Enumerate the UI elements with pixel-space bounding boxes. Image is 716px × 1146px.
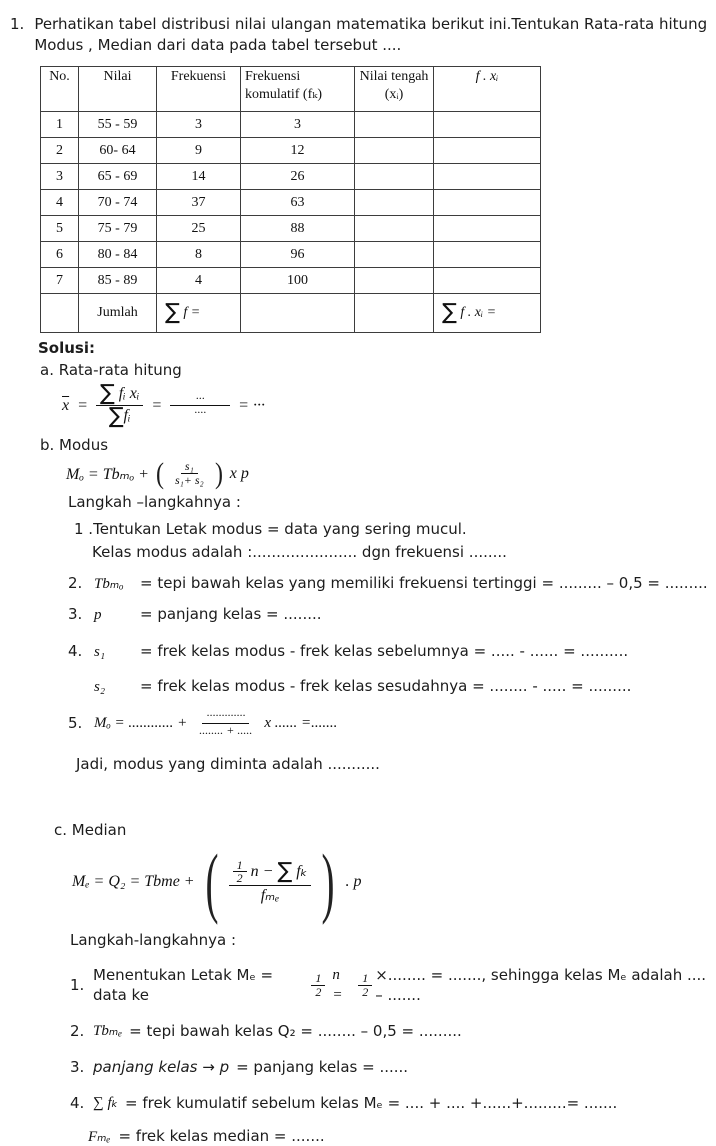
cell-nilai: 70 - 74 [79,190,157,216]
sigma-symbol: ∑ [165,300,180,325]
step-number: 3. [70,1058,85,1077]
distribution-table [40,66,541,333]
sigma-symbol: ∑ [108,404,124,429]
sum-fx-label: f . xᵢ = [460,305,497,320]
step-text: ×........ = ......., sehingga kelas Mₑ adalah .... – ....... [375,966,707,1005]
mean-formula [62,383,710,428]
cell-frekuensi: 9 [157,138,241,164]
cell-no: 6 [41,242,79,268]
cell-empty [355,294,434,333]
blank-denominator: ........ + ..... [199,722,253,737]
mean-blank-fraction [170,392,230,419]
mo-blank-lhs: Mₒ = ............ + [94,715,188,732]
step-number: 4. [70,1094,85,1113]
header-frek-komulatif: Frekuensi komulatif (fₖ) [241,67,355,112]
equals-sign: = [77,396,88,414]
cell-fxi [434,112,541,138]
table-row [41,138,541,164]
half-fraction [358,972,372,998]
median-step-4b [88,1127,710,1146]
modus-step-1b: Kelas modus adalah :...................... dgn frekuensi ........ [92,543,507,562]
cell-fxi [434,190,541,216]
step-text: = panjang kelas = ........ [140,605,322,624]
cell-nilai: 80 - 84 [79,242,157,268]
step-text: = tepi bawah kelas yang memiliki frekuensi tertinggi = ......... – 0,5 = ......... [140,574,708,593]
cell-xi [355,242,434,268]
modus-steps-title: Langkah –langkahnya : [68,493,241,512]
cell-frekuensi: 14 [157,164,241,190]
table-header-row [41,67,541,112]
solution-title: Solusi: [38,339,95,357]
half-fraction [233,859,247,885]
cell-xi [355,190,434,216]
cell-no: 5 [41,216,79,242]
mo-blank-tail: x ...... =....... [264,715,338,732]
problem-line-1: Perhatikan tabel distribusi nilai ulangan matematika berikut ini.Tentukan Rata-rata hitung [34,15,708,33]
modus-conclusion: Jadi, modus yang diminta adalah ........... [76,754,380,773]
modus-step-1a: 1 .Tentukan Letak modus = data yang sering mucul. [74,520,467,539]
median-formula [72,837,710,925]
sigma-symbol: ∑ [99,381,115,406]
cell-frekuensi: 4 [157,268,241,294]
header-no: No. [41,67,79,112]
cell-xi [355,112,434,138]
step-text: = frek kumulatif sebelum kelas Mₑ = .... + .... +......+.........= ....... [125,1094,618,1113]
table-row [41,242,541,268]
cell-no: 1 [41,112,79,138]
equals-sign: = [151,396,163,414]
cell-fxi [434,216,541,242]
cell-nilai: 55 - 59 [79,112,157,138]
cell-sum-f [157,294,241,333]
half-numerator: 1 [233,859,247,873]
blank-numerator: ··· [170,392,230,406]
table-row [41,216,541,242]
median-formula-lhs: Mₑ = Q₂ = Tbme + [72,872,195,890]
modus-formula [66,457,710,491]
half-denominator: 2 [315,984,322,999]
median-heading: c. Median [54,820,127,839]
sum-fk-variable: ∑ fₖ [93,1095,118,1112]
left-paren: ( [155,457,164,491]
half-numerator: 1 [311,972,325,986]
median-step-4 [70,1093,710,1113]
cell-fxi [434,268,541,294]
cell-frekuensi: 37 [157,190,241,216]
cell-fk: 88 [241,216,355,242]
step-number: 1. [70,976,85,995]
cell-nilai: 65 - 69 [79,164,157,190]
table-row [41,112,541,138]
cell-nilai: 60- 64 [79,138,157,164]
cell-no: 4 [41,190,79,216]
modus-step-3 [68,604,710,625]
step-text: Menentukan Letak Mₑ = data ke [93,966,274,1005]
median-fraction [229,859,312,905]
median-numerator [229,859,312,886]
p-arrow-label: panjang kelas → p [93,1058,230,1077]
problem-line-2: Modus , Median dari data pada tabel tersebut .... [34,36,402,54]
table-row [41,164,541,190]
cell-fxi [434,138,541,164]
tbme-variable: Tbₘₑ [93,1023,123,1040]
half-fraction [311,972,325,998]
step-number: 2. [70,1022,85,1041]
modus-step-4a [68,641,710,662]
cell-sum-fx [434,294,541,333]
right-paren: ) [214,457,223,491]
median-step-3 [70,1057,710,1077]
step-text: = frek kelas modus - frek kelas sebelumnya = ..... - ...... = .......... [140,642,629,661]
half-denominator: 2 [362,984,369,999]
step-text: = tepi bawah kelas Q₂ = ........ – 0,5 = ......... [129,1022,462,1041]
cell-empty [41,294,79,333]
median-step-1 [70,965,710,1005]
header-frekuensi: Frekuensi [157,67,241,112]
median-formula-tail: . p [345,872,362,890]
problem-statement [10,14,710,56]
cell-no: 2 [41,138,79,164]
median-steps-title: Langkah-langkahnya : [70,931,237,950]
table-footer-row [41,294,541,333]
problem-number: 1. [10,15,25,33]
cell-fxi [434,242,541,268]
tbmo-variable: Tbₘₒ [94,576,124,593]
cell-fk: 26 [241,164,355,190]
cell-frekuensi: 8 [157,242,241,268]
cell-frekuensi: 25 [157,216,241,242]
modus-step-5 [68,709,710,736]
s2-variable: s₂ [94,679,106,696]
sigma-symbol: ∑ [277,858,293,884]
modus-formula-tail: x p [229,464,249,482]
cell-jumlah-label: Jumlah [79,294,157,333]
modus-step-2 [68,573,710,594]
problem-text [34,14,707,56]
cell-xi [355,268,434,294]
header-nilai: Nilai [79,67,157,112]
step-text: = frek kelas median = ....... [118,1127,325,1146]
cell-fk: 12 [241,138,355,164]
mean-numerator: fᵢ xᵢ [118,385,140,403]
cell-fk: 100 [241,268,355,294]
cell-xi [355,216,434,242]
cell-fk: 63 [241,190,355,216]
blank-fraction [195,709,256,736]
sigma-symbol: ∑ [442,300,457,325]
cell-fk: 96 [241,242,355,268]
s1-variable: s₁ [94,644,106,661]
step-text: = panjang kelas = ...... [236,1058,409,1077]
half-denominator: 2 [236,871,243,886]
cell-no: 3 [41,164,79,190]
table-row [41,190,541,216]
right-paren: ) [321,837,335,925]
cell-frekuensi: 3 [157,112,241,138]
step-number: 4. [68,642,83,661]
s1-numerator: s₁ [181,460,198,474]
sum-f-label: f = [183,305,201,320]
fme-variable: Fₘₑ [88,1129,111,1146]
cell-fk: 3 [241,112,355,138]
cell-xi [355,164,434,190]
header-fxi: f . xᵢ [434,67,541,112]
mean-heading: a. Rata-rata hitung [40,361,182,379]
step-number: 5. [68,714,83,733]
left-paren: ( [205,837,219,925]
fk-symbol: fₖ [296,863,308,881]
p-variable: p [94,607,102,624]
xbar-variable: $\overline{x}$ [62,396,70,414]
modus-step-4b [68,676,710,697]
cell-nilai: 75 - 79 [79,216,157,242]
median-step-2 [70,1021,710,1041]
mean-tail: = ··· [238,396,265,414]
modus-heading: b. Modus [40,436,109,454]
table-row [41,268,541,294]
cell-empty [241,294,355,333]
cell-xi [355,138,434,164]
modus-formula-lhs: Mₒ = Tbₘₒ + [66,465,149,483]
s1-s2-denominator: s₁+ s₂ [174,473,204,488]
mean-denominator: fᵢ [123,407,131,424]
cell-nilai: 85 - 89 [79,268,157,294]
median-denominator: fₘₑ [260,886,280,904]
step-text: = frek kelas modus - frek kelas sesudahnya = ........ - ..... = ......... [140,677,632,696]
step-number: 2. [68,574,83,593]
half-numerator: 1 [358,972,372,986]
n-equals: n = [332,967,343,1004]
blank-numerator: ············· [202,709,249,723]
cell-fxi [434,164,541,190]
header-nilai-tengah: Nilai tengah (xᵢ) [355,67,434,112]
cell-no: 7 [41,268,79,294]
blank-denominator: ···· [194,405,207,419]
step-number: 3. [68,605,83,624]
n-minus: n − [250,863,274,881]
mean-fraction [96,383,143,428]
modus-fraction [171,460,208,487]
